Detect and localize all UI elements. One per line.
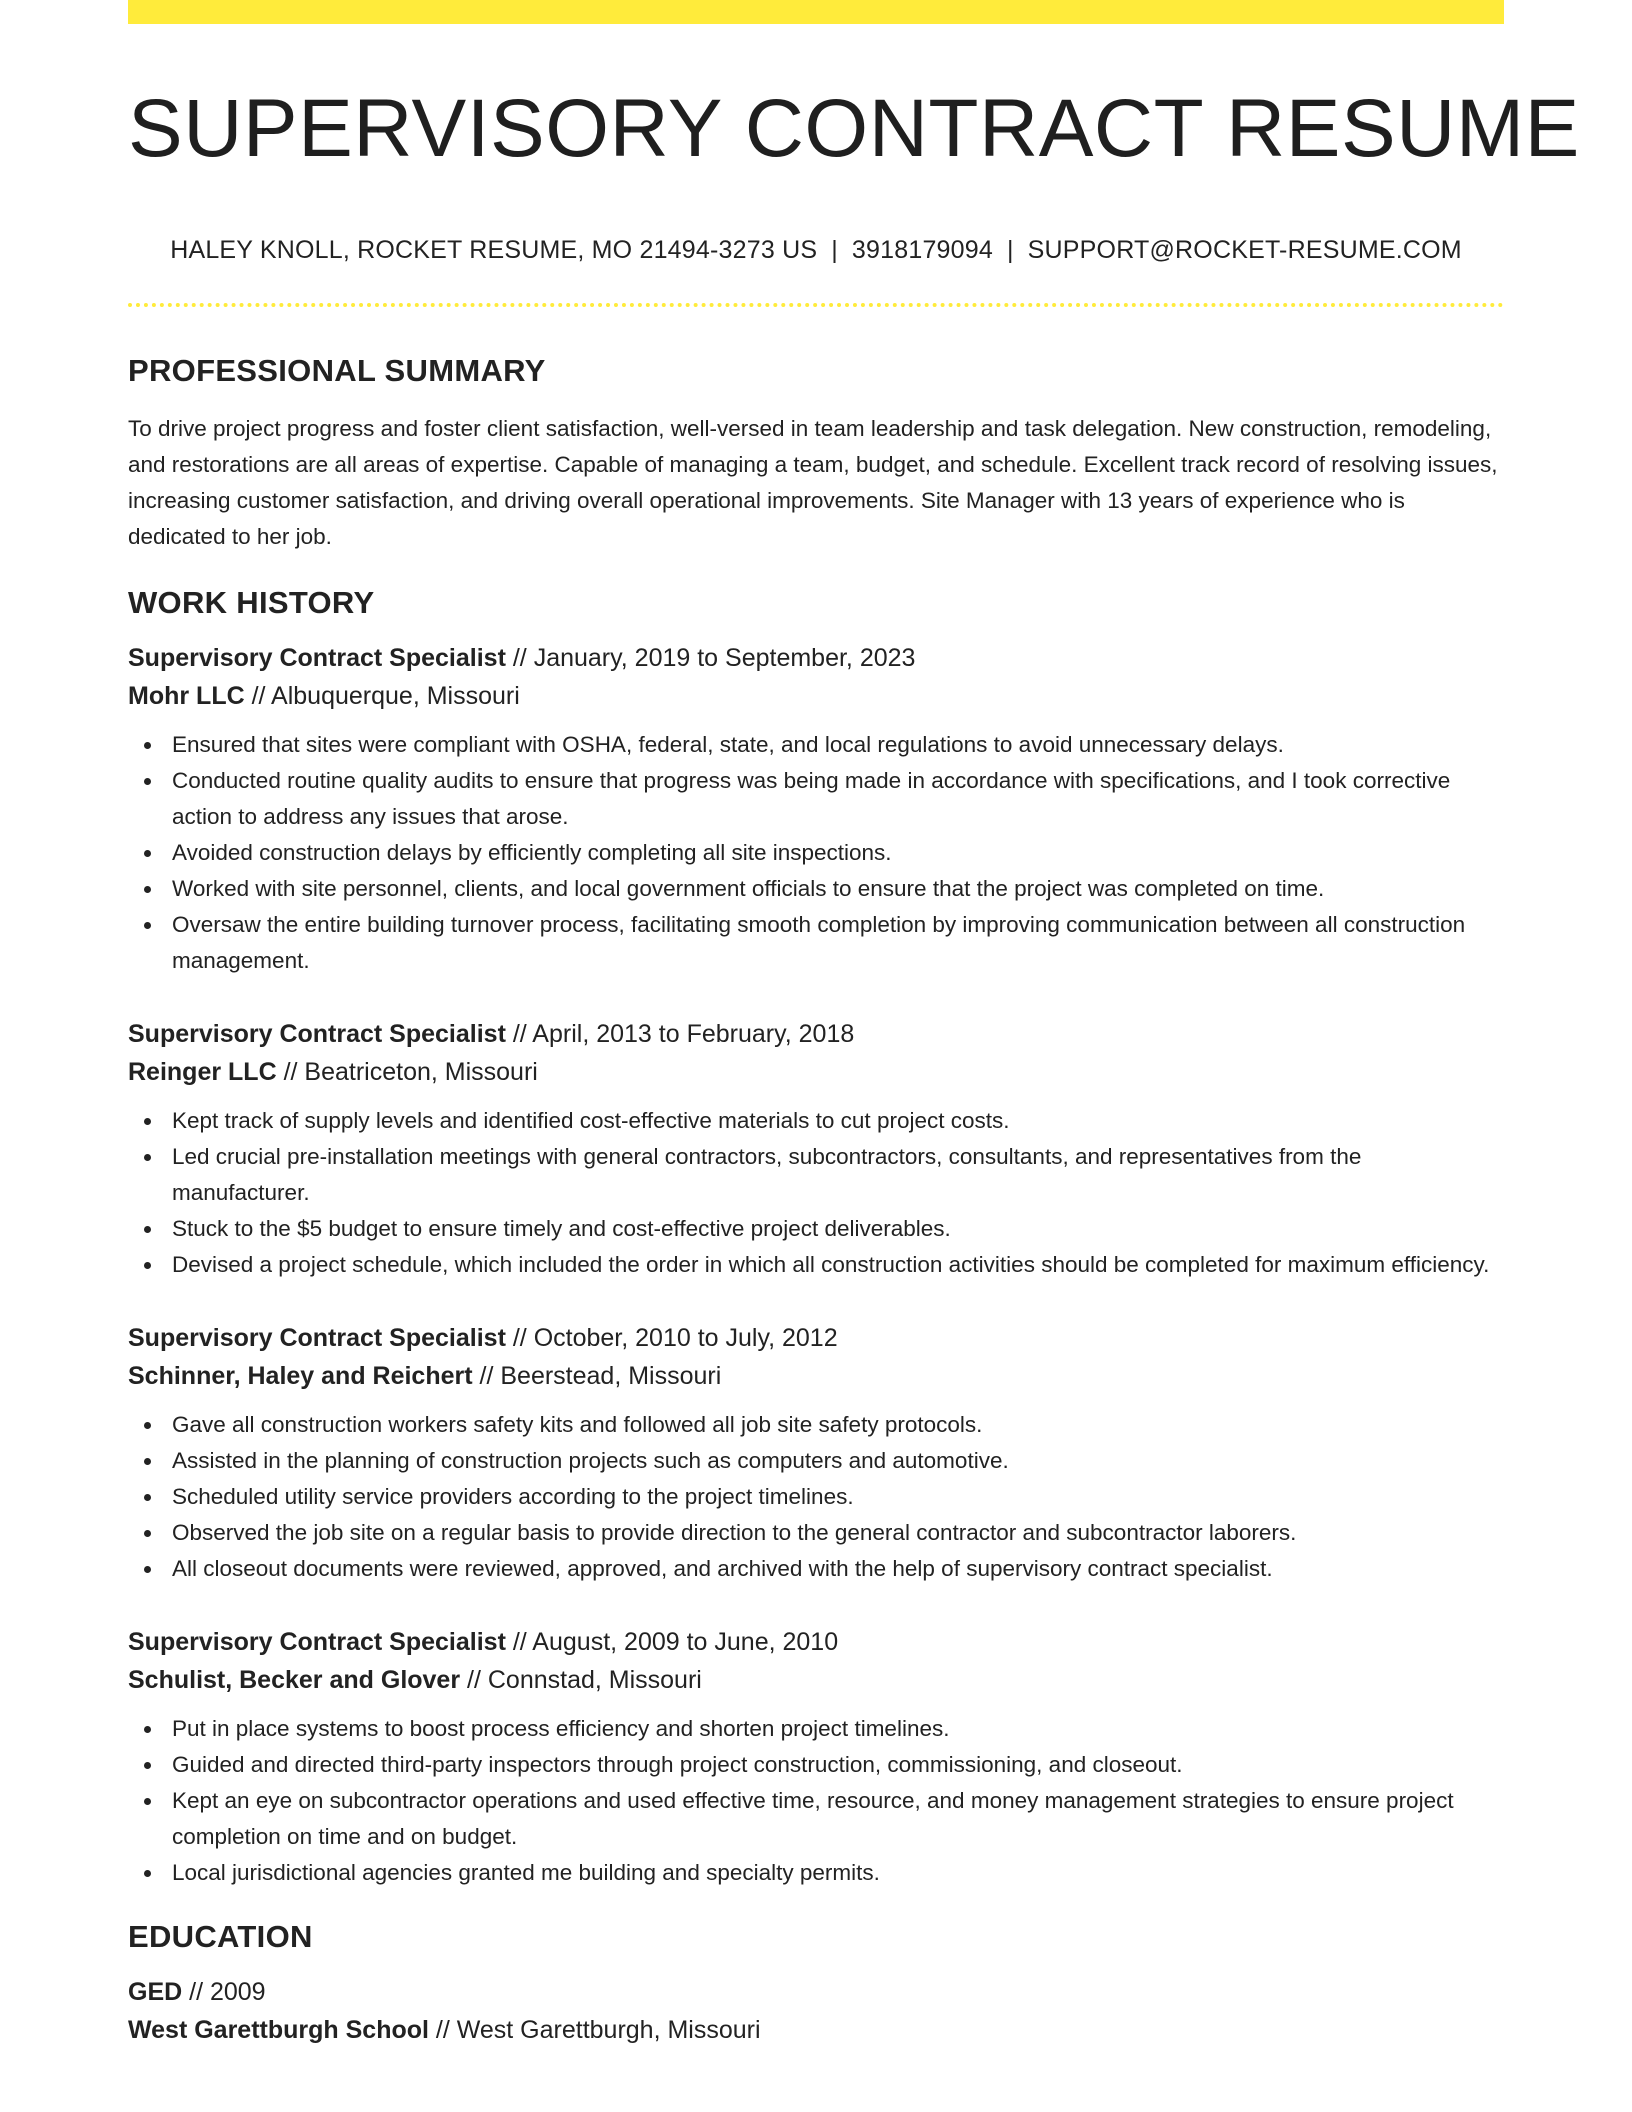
job-bullets bbox=[128, 727, 1504, 979]
job-location: // Connstad, Missouri bbox=[460, 1666, 702, 1695]
contact-address: HALEY KNOLL, ROCKET RESUME, MO 21494-3273 US bbox=[170, 236, 818, 265]
education-degree: GED bbox=[128, 1978, 183, 2007]
top-accent-bar bbox=[128, 0, 1504, 24]
list-item: Devised a project schedule, which included the order in which all construction activities should be completed for maximum efficiency. bbox=[172, 1247, 1504, 1283]
job-title: Supervisory Contract Specialist bbox=[128, 1020, 506, 1049]
list-item: All closeout documents were reviewed, approved, and archived with the help of supervisory contract specialist. bbox=[172, 1551, 1504, 1587]
job-dates: // October, 2010 to July, 2012 bbox=[505, 1324, 838, 1353]
dotted-divider bbox=[128, 303, 1504, 307]
job-title: Supervisory Contract Specialist bbox=[128, 1628, 506, 1657]
list-item: Local jurisdictional agencies granted me building and specialty permits. bbox=[172, 1855, 1504, 1891]
list-item: Worked with site personnel, clients, and local government officials to ensure that the project was completed on time. bbox=[172, 871, 1504, 907]
job-bullets bbox=[128, 1407, 1504, 1587]
list-item: Scheduled utility service providers according to the project timelines. bbox=[172, 1479, 1504, 1515]
job-entry bbox=[128, 1623, 1504, 1891]
job-company-line bbox=[128, 677, 1504, 715]
education-school: West Garettburgh School bbox=[128, 2016, 429, 2045]
education-heading: EDUCATION bbox=[128, 1919, 313, 1955]
job-entry bbox=[128, 1319, 1504, 1587]
job-entry bbox=[128, 1015, 1504, 1283]
job-bullets bbox=[128, 1103, 1504, 1283]
job-company: Schulist, Becker and Glover bbox=[128, 1666, 461, 1695]
list-item: Stuck to the $5 budget to ensure timely and cost-effective project deliverables. bbox=[172, 1211, 1504, 1247]
contact-line bbox=[128, 236, 1504, 265]
work-history-heading: WORK HISTORY bbox=[128, 585, 375, 621]
list-item: Kept track of supply levels and identified cost-effective materials to cut project costs. bbox=[172, 1103, 1504, 1139]
education-school-line bbox=[128, 2011, 1504, 2049]
job-company: Reinger LLC bbox=[128, 1058, 277, 1087]
job-title-line bbox=[128, 1319, 1504, 1357]
job-title: Supervisory Contract Specialist bbox=[128, 644, 506, 673]
job-company: Schinner, Haley and Reichert bbox=[128, 1362, 473, 1391]
list-item: Put in place systems to boost process efficiency and shorten project timelines. bbox=[172, 1711, 1504, 1747]
job-location: // Beatriceton, Missouri bbox=[276, 1058, 538, 1087]
job-company-line bbox=[128, 1053, 1504, 1091]
job-company-line bbox=[128, 1661, 1504, 1699]
education-location: // West Garettburgh, Missouri bbox=[428, 2016, 761, 2045]
list-item: Gave all construction workers safety kits and followed all job site safety protocols. bbox=[172, 1407, 1504, 1443]
list-item: Led crucial pre-installation meetings with general contractors, subcontractors, consultants, and representatives from the manufacturer. bbox=[172, 1139, 1504, 1211]
job-title-line bbox=[128, 1623, 1504, 1661]
job-dates: // January, 2019 to September, 2023 bbox=[505, 644, 916, 673]
list-item: Avoided construction delays by efficiently completing all site inspections. bbox=[172, 835, 1504, 871]
job-company: Mohr LLC bbox=[128, 682, 245, 711]
contact-phone: 3918179094 bbox=[851, 236, 993, 265]
job-company-line bbox=[128, 1357, 1504, 1395]
contact-separator: | bbox=[1006, 236, 1014, 265]
list-item: Guided and directed third-party inspectors through project construction, commissioning, and closeout. bbox=[172, 1747, 1504, 1783]
job-location: // Albuquerque, Missouri bbox=[244, 682, 520, 711]
work-history-list bbox=[128, 639, 1504, 1891]
list-item: Conducted routine quality audits to ensure that progress was being made in accordance with specifications, and I took corrective action to address any issues that arose. bbox=[172, 763, 1504, 835]
education-year: // 2009 bbox=[182, 1978, 266, 2007]
education-degree-line bbox=[128, 1973, 1504, 2011]
job-dates: // August, 2009 to June, 2010 bbox=[505, 1628, 839, 1657]
resume-page bbox=[128, 0, 1580, 2112]
education-entry bbox=[128, 1973, 1504, 2049]
list-item: Kept an eye on subcontractor operations and used effective time, resource, and money management strategies to ensure project completion on time and on budget. bbox=[172, 1783, 1504, 1855]
resume-title: SUPERVISORY CONTRACT RESUME bbox=[128, 83, 1580, 174]
job-title: Supervisory Contract Specialist bbox=[128, 1324, 506, 1353]
job-dates: // April, 2013 to February, 2018 bbox=[505, 1020, 855, 1049]
list-item: Observed the job site on a regular basis to provide direction to the general contractor and subcontractor laborers. bbox=[172, 1515, 1504, 1551]
job-bullets bbox=[128, 1711, 1504, 1891]
list-item: Oversaw the entire building turnover process, facilitating smooth completion by improving communication between all construction management. bbox=[172, 907, 1504, 979]
list-item: Assisted in the planning of construction projects such as computers and automotive. bbox=[172, 1443, 1504, 1479]
list-item: Ensured that sites were compliant with OSHA, federal, state, and local regulations to avoid unnecessary delays. bbox=[172, 727, 1504, 763]
job-title-line bbox=[128, 1015, 1504, 1053]
summary-heading: PROFESSIONAL SUMMARY bbox=[128, 353, 546, 389]
job-entry bbox=[128, 639, 1504, 979]
summary-text: To drive project progress and foster client satisfaction, well-versed in team leadership and task delegation. New construction, remodeling, and restorations are all areas of expertise. Capable of managing a team, budget, and schedule. Excellent track record of resolving issues, increasing customer satisfaction, and driving overall operational improvements. Site Manager with 13 years of experience who is dedicated to her job. bbox=[128, 416, 1498, 550]
contact-separator: | bbox=[831, 236, 838, 265]
job-title-line bbox=[128, 639, 1504, 677]
contact-email[interactable]: SUPPORT@ROCKET-RESUME.COM bbox=[1027, 236, 1462, 265]
job-location: // Beerstead, Missouri bbox=[472, 1362, 722, 1391]
